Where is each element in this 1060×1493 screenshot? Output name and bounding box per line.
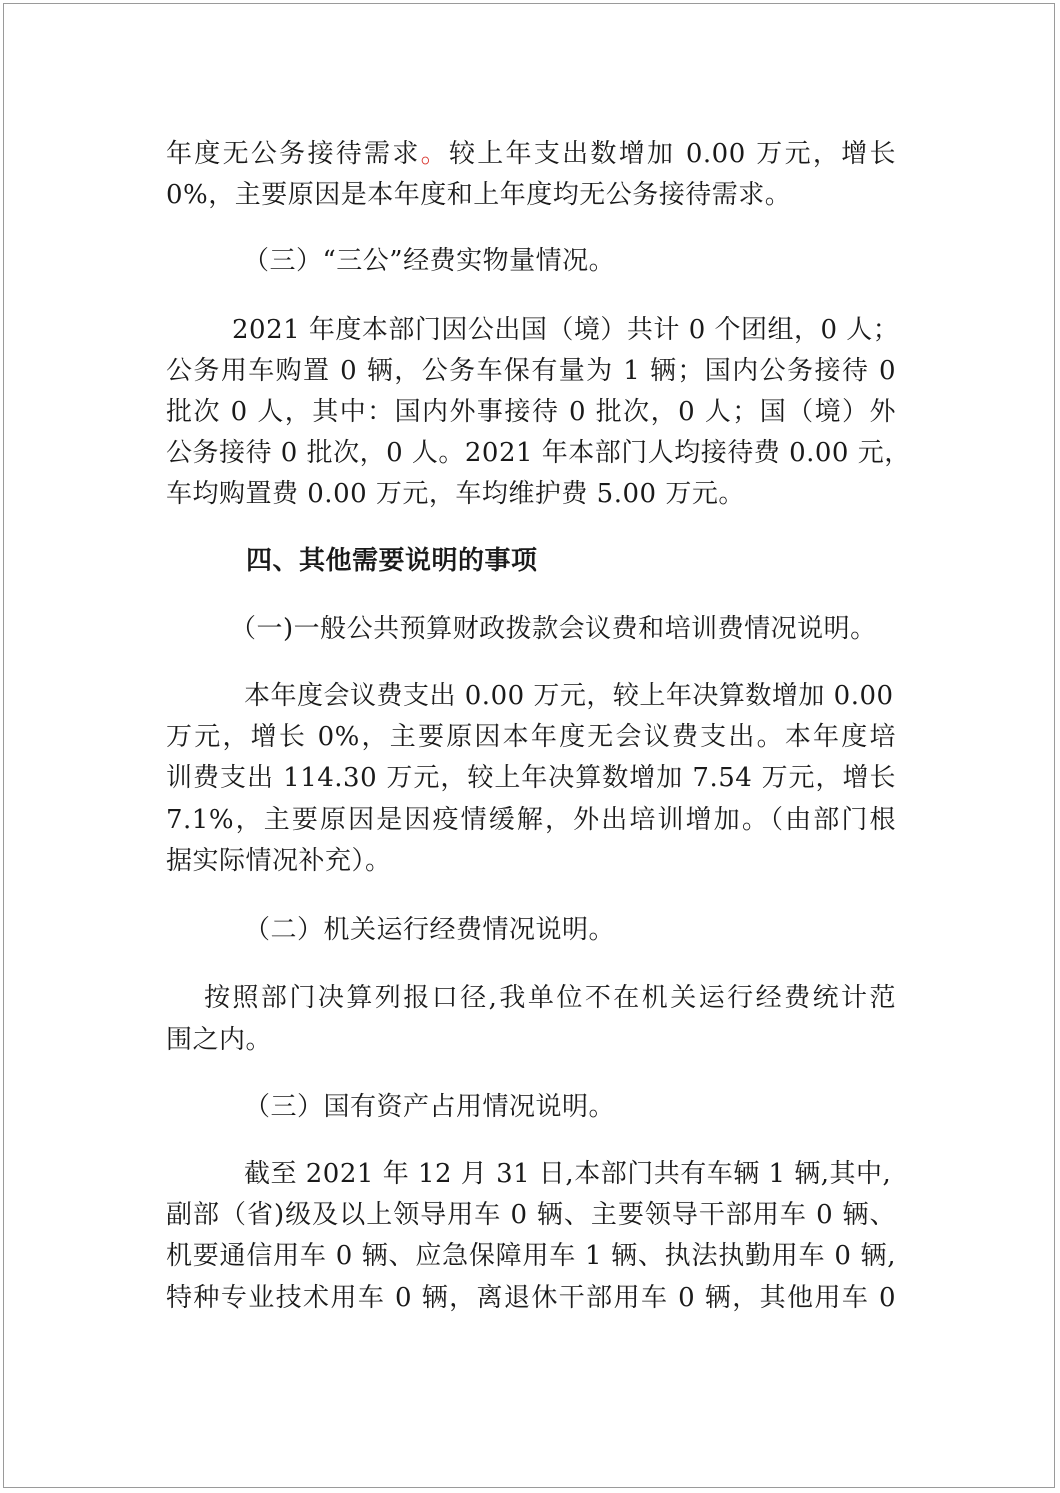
p3-line-2: 万元，增长 0%，主要原因本年度无会议费支出。本年度培 (166, 722, 896, 752)
heading-state-assets: （三）国有资产占用情况说明。 (244, 1092, 616, 1122)
p2-line-5: 车均购置费 0.00 万元，车均维护费 5.00 万元。 (166, 479, 745, 509)
heading-operation-fees: （二）机关运行经费情况说明。 (244, 915, 616, 945)
p1-text-after: 较上年支出数增加 0.00 万元，增长 (448, 139, 896, 169)
p3-line-3: 训费支出 114.30 万元，较上年决算数增加 7.54 万元，增长 (166, 763, 896, 793)
p5-line-1: 截至 2021 年 12 月 31 日,本部门共有车辆 1 辆,其中, (244, 1159, 892, 1189)
p2-line-2: 公务用车购置 0 辆，公务车保有量为 1 辆；国内公务接待 0 (166, 356, 896, 386)
p2-line-3: 批次 0 人，其中：国内外事接待 0 批次，0 人；国（境）外 (166, 397, 896, 427)
p4-line-1: 按照部门决算列报口径,我单位不在机关运行经费统计范 (204, 983, 896, 1013)
p4-line-2: 围之内。 (166, 1025, 273, 1055)
p3-line-1: 本年度会议费支出 0.00 万元，较上年决算数增加 0.00 (244, 681, 894, 711)
heading-section-4: 四、其他需要说明的事项 (246, 546, 538, 576)
p3-line-5: 据实际情况补充）。 (166, 846, 392, 876)
p1-line-2: 0%，主要原因是本年度和上年度均无公务接待需求。 (166, 180, 792, 210)
p2-line-1: 2021 年度本部门因公出国（境）共计 0 个团组，0 人； (232, 315, 900, 345)
red-period-mark: 。 (420, 139, 449, 169)
heading-sangong: （三）“三公”经费实物量情况。 (243, 246, 616, 276)
p3-line-4: 7.1%，主要原因是因疫情缓解，外出培训增加。（由部门根 (166, 805, 896, 835)
p1-line-1 (166, 134, 896, 174)
p1-text-before: 年度无公务接待需求 (166, 139, 421, 169)
p5-line-3: 机要通信用车 0 辆、应急保障用车 1 辆、执法执勤用车 0 辆, (166, 1241, 896, 1271)
heading-meeting-training: （一)一般公共预算财政拨款会议费和培训费情况说明。 (230, 614, 877, 644)
p5-line-4: 特种专业技术用车 0 辆，离退休干部用车 0 辆，其他用车 0 (166, 1283, 896, 1313)
p5-line-2: 副部（省)级及以上领导用车 0 辆、主要领导干部用车 0 辆、 (166, 1200, 896, 1230)
p2-line-4: 公务接待 0 批次，0 人。2021 年本部门人均接待费 0.00 元， (166, 438, 911, 468)
